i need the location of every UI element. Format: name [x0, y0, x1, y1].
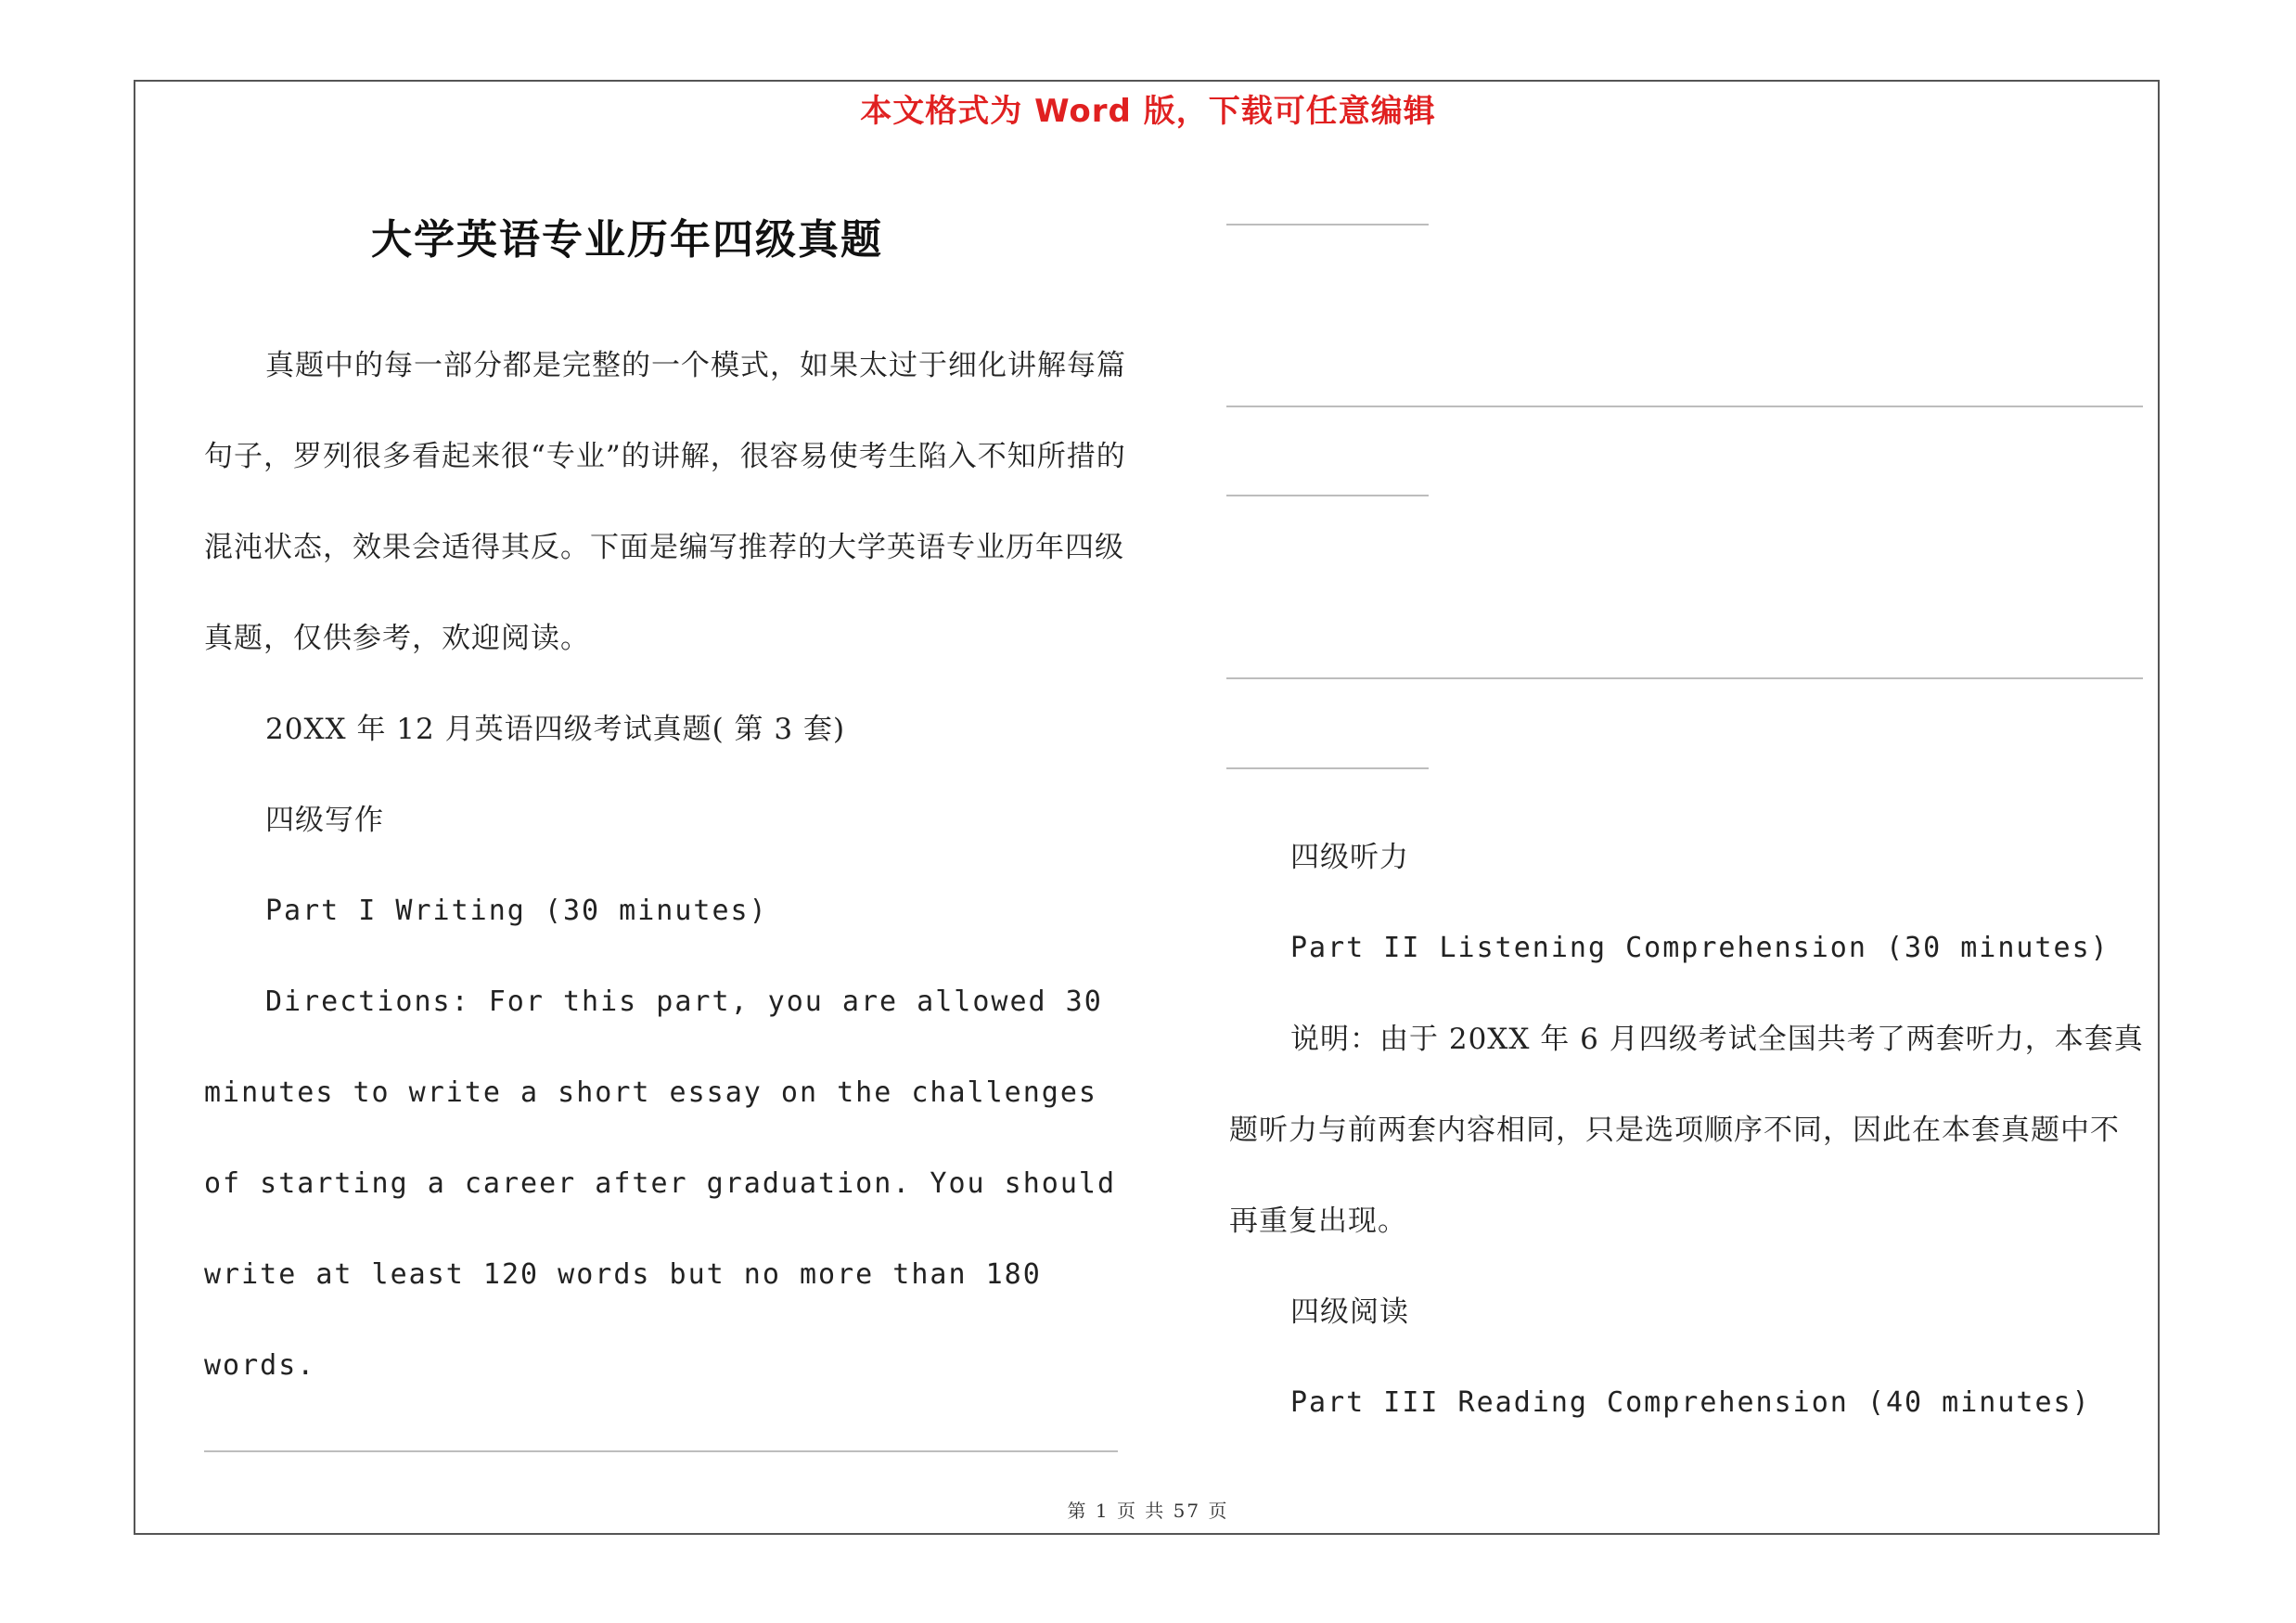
listening-note: 说明：由于 20XX 年 6 月四级考试全国共考了两套听力，本套真题听力与前两套内容相同，只是选项顺序不同，因此在本套真题中不再重复出现。 — [1229, 1023, 2144, 1238]
answer-line — [1226, 767, 1429, 769]
left-column — [204, 320, 1127, 1411]
section-reading-heading: 四级阅读 — [1290, 1295, 1409, 1329]
writing-directions: Directions: For this part, you are allowed 30 minutes to write a short essay on the challenges of starting a career after graduation. You should write at least 120 words but no more than 180 words. — [204, 985, 1117, 1382]
part1-heading: Part I Writing (30 minutes) — [265, 895, 768, 927]
page-footer: 第 1 页 共 57 页 — [1067, 1500, 1229, 1522]
part2-heading: Part II Listening Comprehension (30 minutes) — [1290, 932, 2110, 964]
intro-paragraph: 真题中的每一部分都是完整的一个模式，如果太过于细化讲解每篇句子，罗列很多看起来很“专业”的讲解，很容易使考生陷入不知所措的混沌状态，效果会适得其反。下面是编写推荐的大学英语专业历年四级真题，仅供参考，欢迎阅读。 — [204, 349, 1126, 655]
exam-heading: 20XX 年 12 月英语四级考试真题( 第 3 套) — [265, 713, 846, 746]
section-writing-heading: 四级写作 — [265, 804, 384, 837]
answer-line — [1226, 677, 2143, 679]
answer-line — [1226, 224, 1429, 225]
right-column — [1229, 812, 2148, 1449]
section-listening-heading: 四级听力 — [1290, 841, 1409, 874]
answer-line — [204, 1450, 1118, 1452]
editable-banner: 本文格式为 Word 版，下载可任意编辑 — [860, 93, 1436, 130]
part3-heading: Part III Reading Comprehension (40 minutes) — [1290, 1386, 2091, 1419]
document-title: 大学英语专业历年四级真题 — [371, 216, 883, 264]
answer-line — [1226, 406, 2143, 407]
answer-line — [1226, 495, 1429, 496]
